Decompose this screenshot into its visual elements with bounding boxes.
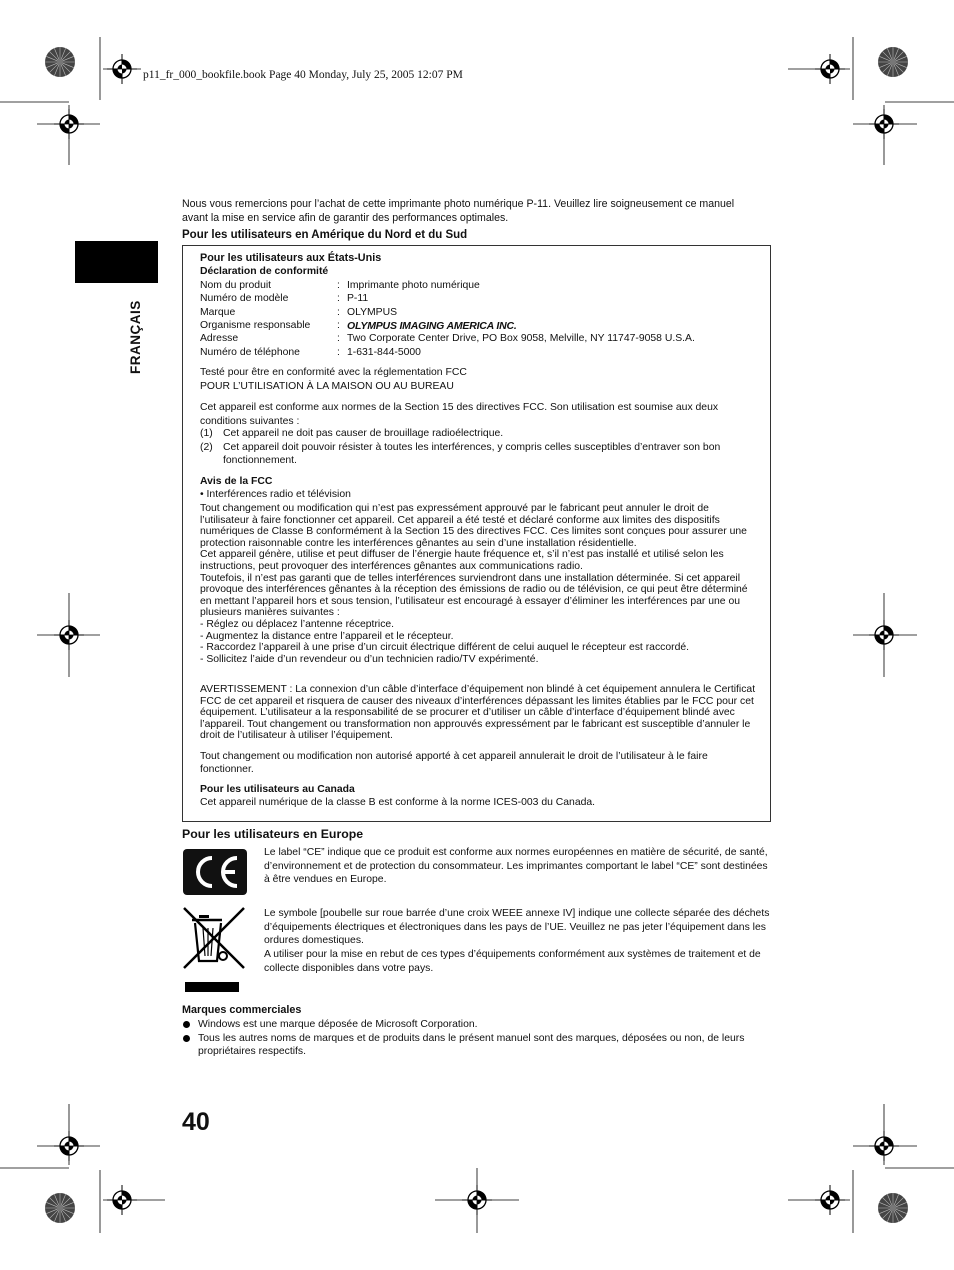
trademark-item	[182, 1032, 772, 1059]
decl-colon: :	[337, 333, 340, 344]
remedy-item: - Raccordez l’appareil à une prise d’un circuit électrique différent de celui auquel le récepteur est raccordé.	[200, 642, 690, 654]
print-header: p11_fr_000_bookfile.book Page 40 Monday, July 25, 2005 12:07 PM	[143, 69, 463, 81]
fcc-paragraph-1: Tout changement ou modification qui n’est pas expressément approuvé par le fabricant peut annuler le droit de l’utilisateur à faire fonctionner cet appareil. Cet appareil a été testé et déclaré conforme aux limites des dispositifs numériques de Classe B conformément à la Section 15 des directives FCC. Ces limites sont conçues pour assurer une protection raisonnable contre les interférences gênantes au sein d’une installation résidentielle.	[200, 503, 747, 549]
remedy-item: - Augmentez la distance entre l’appareil et le récepteur.	[200, 630, 454, 642]
bullet-dot-icon	[183, 1021, 190, 1028]
trademark-item	[182, 1018, 772, 1032]
color-wheel-icon	[45, 47, 75, 77]
decl-value: P-11	[347, 293, 369, 304]
ce-mark-graphic	[183, 849, 247, 895]
decl-value: Two Corporate Center Drive, PO Box 9058, Melville, NY 11747-9058 U.S.A.	[347, 333, 695, 344]
trademark-text: Tous les autres noms de marques et de produits dans le présent manuel sont des marques, déposées ou non, de leurs propriétaires respectifs.	[198, 1032, 745, 1057]
decl-key: Organisme responsable	[200, 320, 311, 331]
remedy-item: - Réglez ou déplacez l’antenne réceptrice.	[200, 618, 395, 630]
fcc-home-office-line: POUR L’UTILISATION À LA MAISON OU AU BUREAU	[200, 381, 454, 392]
decl-value: Imprimante photo numérique	[347, 280, 480, 291]
color-wheel-icon	[45, 1193, 75, 1223]
ce-mark-icon	[183, 849, 247, 895]
fcc-paragraph-2: Cet appareil génère, utilise et peut diffuser de l’énergie haute fréquence et, s’il n’est pas installé et utilisé selon les instructions, peut provoquer des interférences gênantes aux communications radio.	[200, 549, 724, 572]
decl-value: OLYMPUS	[347, 307, 398, 318]
decl-colon: :	[337, 307, 340, 318]
condition-number: (2)	[200, 442, 213, 453]
language-tab-marker	[75, 241, 158, 283]
warning-paragraph: AVERTISSEMENT : La connexion d’un câble d’interface d’équipement non blindé à cet équipement annulera le Certificat FCC de cet appareil et risquera de causer des niveaux d’interférences dépassant les limites établies par le FCC pour cet équipement. L’utilisateur a la responsabilité de se procurer et d’utiliser un câble d’interface d’équipement blindé avec l’appareil. Tout changement ou transformation non approuvés expressément par le fabricant est susceptible d’annuler le droit de l’utilisateur à utiliser l’équipement.	[200, 684, 756, 742]
decl-colon: :	[337, 293, 340, 304]
intro-paragraph: Nous vous remercions pour l’achat de cette imprimante photo numérique P-11. Veuillez lire soigneusement ce manuel avant la mise en service afin de garantir des performances optimales.	[182, 198, 735, 224]
trademarks-title: Marques commerciales	[182, 1004, 302, 1016]
fcc-bullet: • Interférences radio et télévision	[200, 489, 351, 500]
weee-text-2: A utiliser pour la mise en rebut de ces types d’équipements conformément aux systèmes de traitement et de collecte disponibles dans votre pays.	[264, 949, 761, 974]
remedy-item: - Sollicitez l’aide d’un revendeur ou d’un technicien radio/TV expérimenté.	[200, 653, 539, 665]
canada-title: Pour les utilisateurs au Canada	[200, 784, 355, 795]
color-wheel-icon	[878, 47, 908, 77]
decl-value: 1-631-844-5000	[347, 347, 421, 358]
usa-title: Pour les utilisateurs aux États-Unis	[200, 252, 382, 264]
declaration-title: Déclaration de conformité	[200, 266, 329, 277]
condition-item	[200, 428, 760, 441]
bullet-dot-icon	[183, 1035, 190, 1042]
weee-crossed-bin-icon	[182, 906, 246, 994]
decl-key: Marque	[200, 307, 236, 318]
canada-text: Cet appareil numérique de la classe B est conforme à la norme ICES-003 du Canada.	[200, 797, 596, 808]
unauthorized-changes-paragraph: Tout changement ou modification non autorisé apporté à cet appareil annulerait le droit de l’utilisateur à le faire fonctionner.	[200, 751, 708, 775]
condition-number: (1)	[200, 428, 213, 439]
condition-item	[200, 442, 760, 467]
fcc-notice-title: Avis de la FCC	[200, 476, 273, 487]
color-wheel-icon	[878, 1193, 908, 1223]
page-number: 40	[182, 1108, 210, 1136]
fcc-paragraph-3: Toutefois, il n’est pas garanti que de telles interférences surviendront dans une installation déterminée. Si cet appareil provoque des interférences gênantes à la réception des émissions de radio ou de télévision, ce qui peut être déterminé en mettant l’appareil hors et sous tension, l’utilisateur est encouragé à essayer d’éliminer les interférences par une ou plusieurs manières suivantes :	[200, 572, 748, 619]
condition-text: Cet appareil doit pouvoir résister à toutes les interférences, y compris celles susceptibles d’entraver son bon fonctionnement.	[223, 442, 721, 466]
decl-key: Numéro de modèle	[200, 293, 289, 304]
decl-colon: :	[337, 347, 340, 358]
trademark-text: Windows est une marque déposée de Microsoft Corporation.	[198, 1019, 478, 1030]
decl-key: Adresse	[200, 333, 239, 344]
olympus-imaging-logo: OLYMPUS IMAGING AMERICA INC.	[347, 320, 517, 332]
ce-text: Le label “CE” indique que ce produit est conforme aux normes européennes en matière de sécurité, de santé, d’environnement et de protection du consommateur. Les imprimantes comportant le label “CE” sont destinées à être vendues en Europe.	[264, 847, 768, 885]
decl-colon: :	[337, 320, 340, 331]
weee-text-1: Le symbole [poubelle sur roue barrée d’une croix WEEE annexe IV] indique une collecte séparée des déchets d’équipements électriques et électroniques dans les pays de l’UE. Veuillez ne pas jeter l’équipement dans les ordures domestiques.	[264, 908, 770, 946]
trademarks-list	[182, 1018, 772, 1059]
decl-key: Numéro de téléphone	[200, 347, 300, 358]
heading-europe: Pour les utilisateurs en Europe	[182, 827, 364, 841]
decl-colon: :	[337, 280, 340, 291]
fcc-paragraph	[200, 503, 760, 665]
conformity-paragraph: Cet appareil est conforme aux normes de la Section 15 des directives FCC. Son utilisation est soumise aux deux conditions suivantes :	[200, 402, 719, 427]
language-label: FRANÇAIS	[128, 300, 143, 374]
condition-text: Cet appareil ne doit pas causer de brouillage radioélectrique.	[223, 428, 504, 439]
fcc-tested-line: Testé pour être en conformité avec la réglementation FCC	[200, 367, 467, 378]
decl-key: Nom du produit	[200, 280, 272, 291]
heading-americas: Pour les utilisateurs en Amérique du Nord et du Sud	[182, 229, 468, 241]
